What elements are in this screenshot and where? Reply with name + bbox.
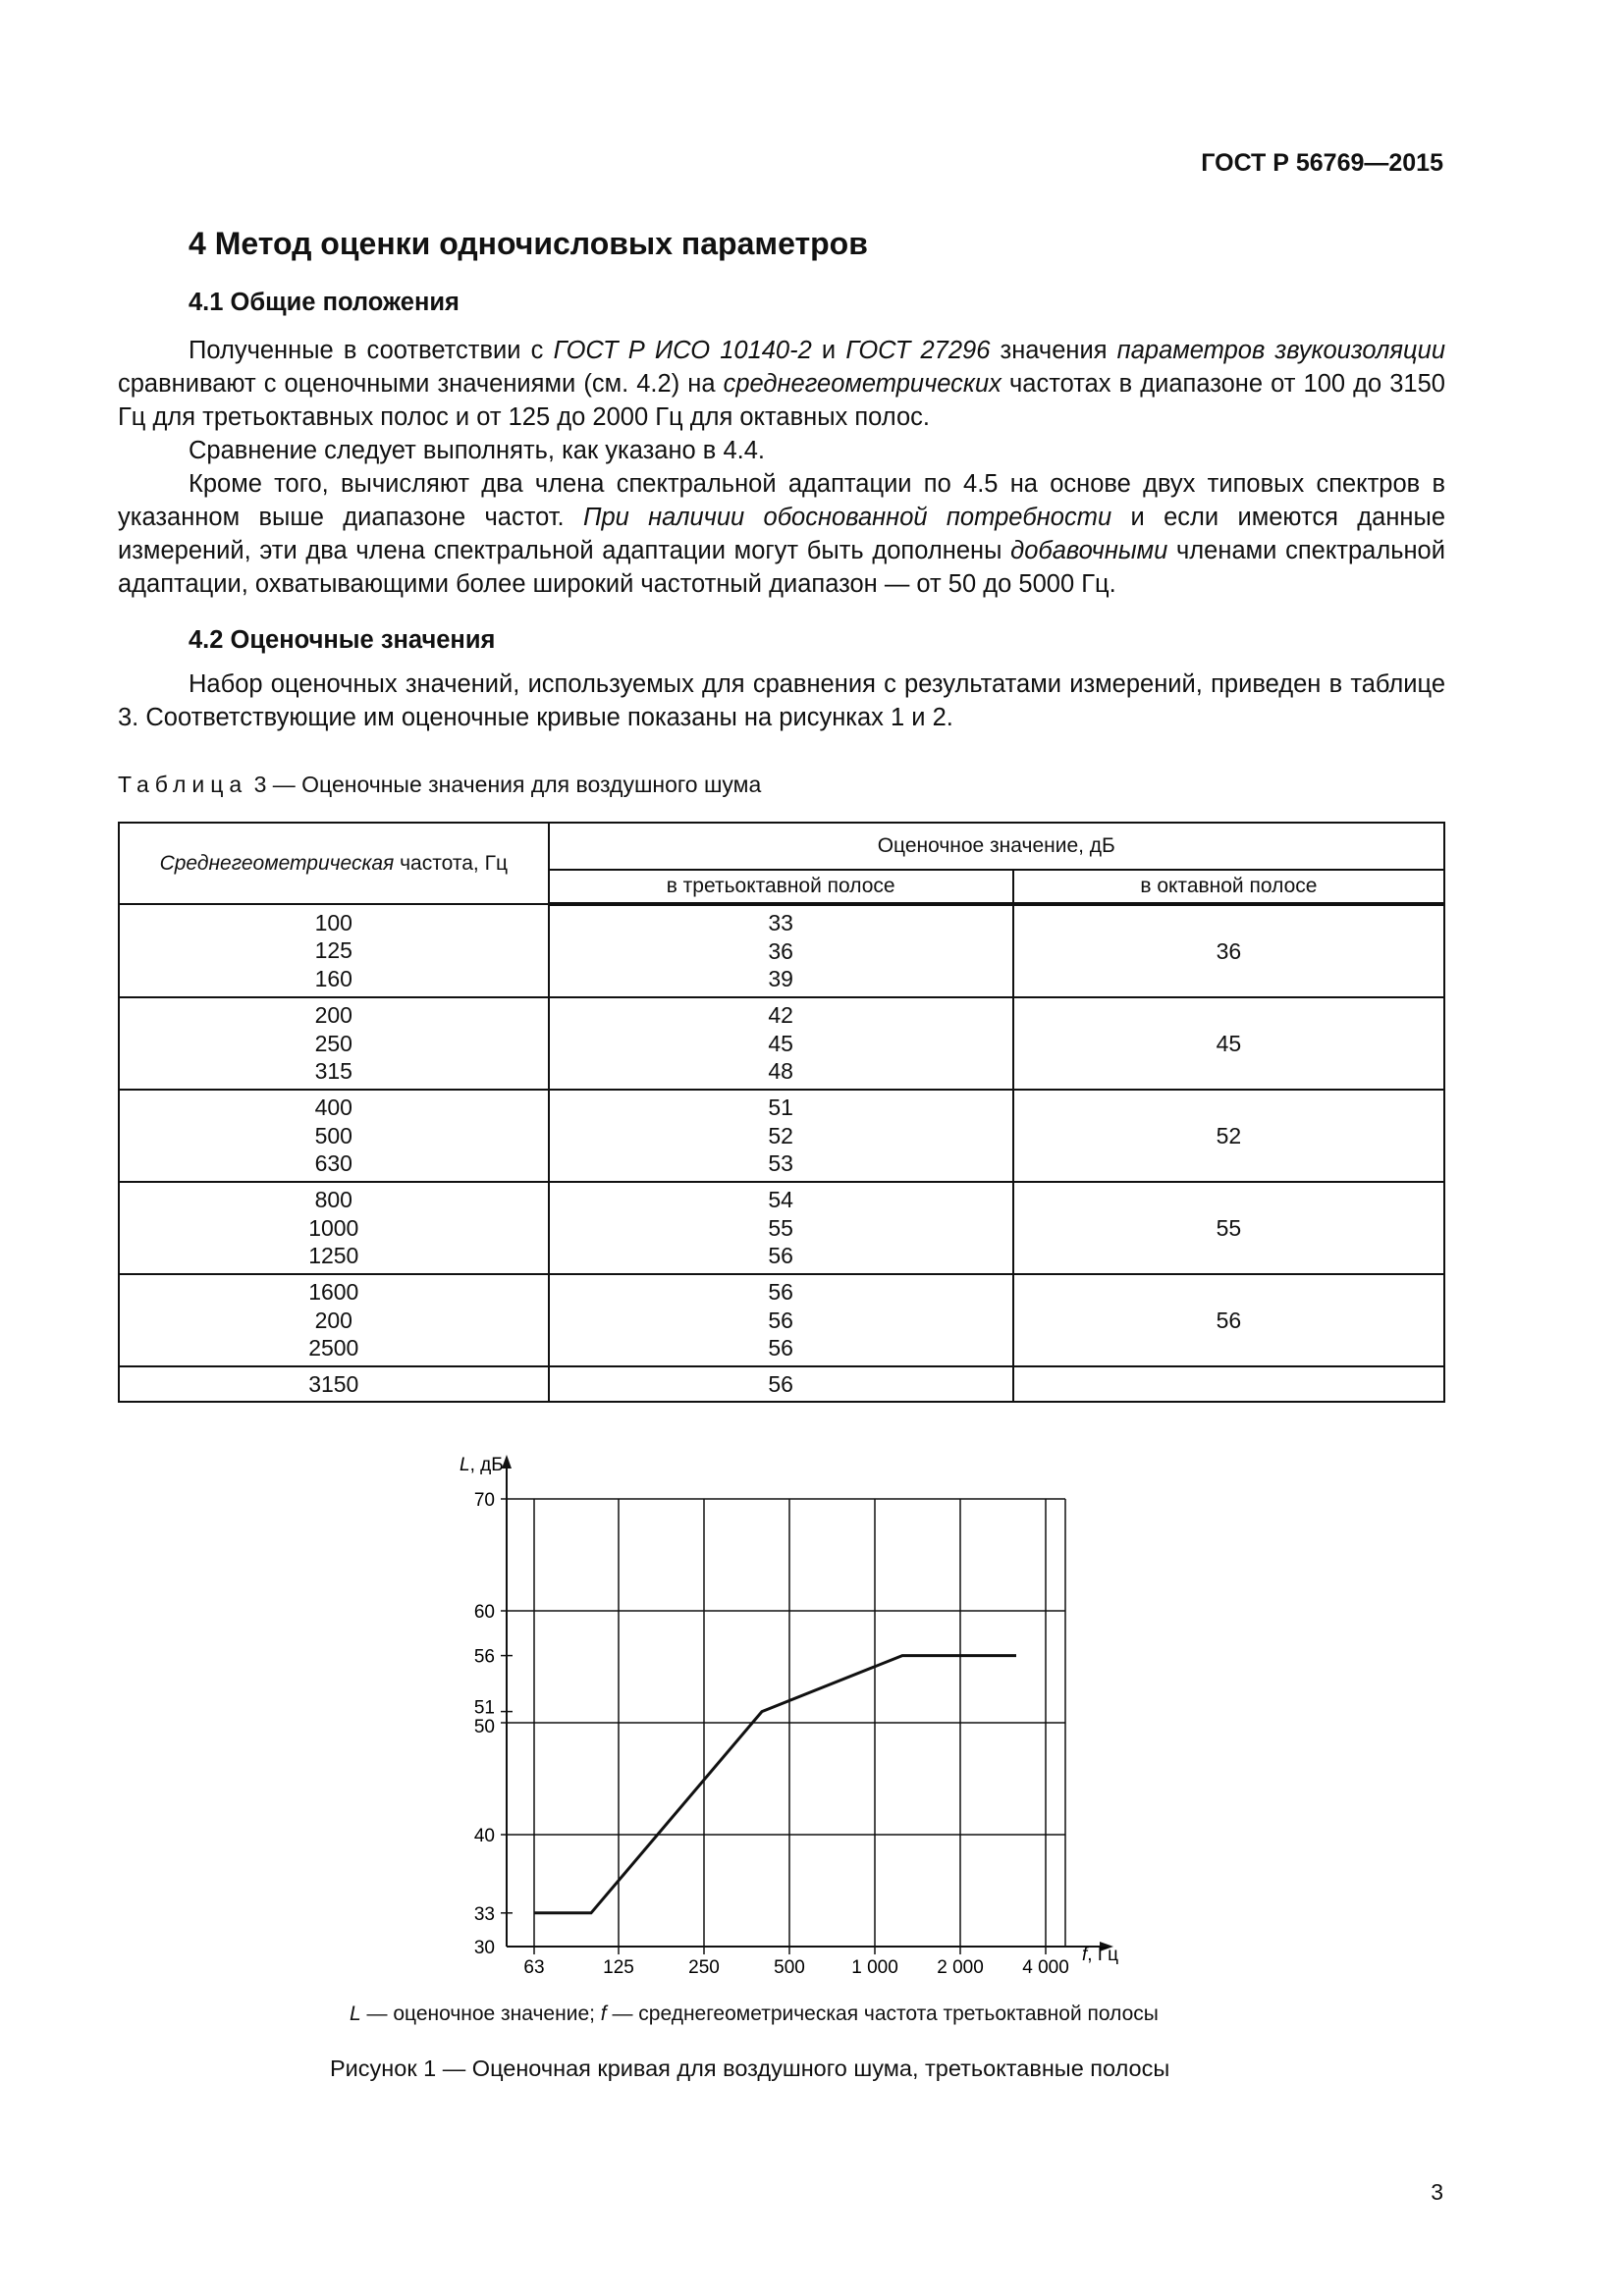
chart-grid bbox=[501, 1499, 1065, 1954]
rating-curve-chart bbox=[432, 1443, 1139, 1973]
paragraph-4: Набор оценочных значений, используемых для сравнения с результатами измерений, приведен в таблице 3. Соответствующие им оценочные кривые показаны на рисунках 1 и 2. bbox=[118, 670, 1445, 731]
figure-caption: Рисунок 1 — Оценочная кривая для воздушного шума, третьоктавные полосы bbox=[330, 2056, 1170, 2081]
figure-legend: L — оценочное значение; f — среднегеометрическая частота третьоктавной полосы bbox=[350, 2002, 1159, 2025]
y-tick-label: 33 bbox=[473, 1903, 495, 1925]
document-id: ГОСТ Р 56769—2015 bbox=[1201, 149, 1443, 177]
x-tick-label: 2 000 bbox=[937, 1957, 984, 1973]
x-tick-label: 1 000 bbox=[851, 1957, 898, 1973]
x-tick-label: 500 bbox=[774, 1957, 805, 1973]
chart-tick-labels bbox=[474, 1490, 1069, 1973]
paragraph-2: Сравнение следует выполнять, как указано в 4.4. bbox=[189, 437, 765, 464]
table-caption: Таблица 3 — Оценочные значения для воздушного шума bbox=[118, 772, 762, 797]
y-tick-label: 50 bbox=[473, 1717, 495, 1737]
col-header-octave: в октавной полосе bbox=[1013, 870, 1444, 904]
table-row: 100 125 160 33 36 39 36 bbox=[119, 904, 1444, 997]
table-row: 800 1000 1250 54 55 56 55 bbox=[119, 1182, 1444, 1274]
y-tick-label: 30 bbox=[473, 1938, 495, 1958]
paragraph-3: Кроме того, вычисляют два члена спектральной адаптации по 4.5 на основе двух типовых спектров в указанном выше диапазоне частот. При наличии обоснованной потребности и если имеются данные измерений, эти два члена спектральной адаптации могут быть дополнены добавочными членами спектральной адаптации, охватывающими более широкий частотный диапазон — от 50 до 5000 Гц. bbox=[118, 470, 1445, 598]
paragraph-1: Полученные в соответствии с ГОСТ Р ИСО 10140-2 и ГОСТ 27296 значения параметров звукоизоляции сравнивают с оценочными значениями (см. 4.2) на среднегеометрических частотах в диапазоне от 100 до 3150 Гц для третьоктавных полос и от 125 до 2000 Гц для октавных полос. bbox=[118, 337, 1446, 431]
section-title: 4 Метод оценки одночисловых параметров bbox=[189, 226, 868, 261]
y-tick-label: 40 bbox=[473, 1826, 495, 1846]
x-axis-label: f, Гц bbox=[1082, 1945, 1119, 1965]
rating-curve-line bbox=[534, 1656, 1016, 1913]
x-tick-label: 125 bbox=[603, 1957, 634, 1973]
col-header-third-octave: в третьоктавной полосе bbox=[549, 870, 1013, 904]
rating-values-table bbox=[118, 822, 1445, 1403]
y-axis-label: L, дБ bbox=[460, 1455, 504, 1475]
x-tick-label: 4 000 bbox=[1022, 1957, 1069, 1973]
y-tick-label: 60 bbox=[473, 1602, 495, 1623]
page-number: 3 bbox=[1431, 2179, 1443, 2205]
x-tick-label: 250 bbox=[688, 1957, 720, 1973]
table-row: 200 250 315 42 45 48 45 bbox=[119, 997, 1444, 1090]
x-tick-label: 63 bbox=[523, 1957, 545, 1973]
y-tick-label: 51 bbox=[473, 1697, 495, 1719]
chart-axes bbox=[502, 1455, 1113, 1951]
y-tick-label: 70 bbox=[473, 1490, 495, 1511]
table-row: 3150 56 bbox=[119, 1366, 1444, 1402]
y-tick-label: 56 bbox=[473, 1646, 495, 1668]
table-row: 1600 200 2500 56 56 56 56 bbox=[119, 1274, 1444, 1366]
subsection-title-4-1: 4.1 Общие положения bbox=[189, 289, 460, 316]
col-header-frequency: Среднегеометрическая частота, Гц bbox=[119, 823, 549, 904]
subsection-title-4-2: 4.2 Оценочные значения bbox=[189, 626, 496, 654]
table-row: 400 500 630 51 52 53 52 bbox=[119, 1090, 1444, 1182]
col-header-rating-group: Оценочное значение, дБ bbox=[549, 823, 1444, 870]
